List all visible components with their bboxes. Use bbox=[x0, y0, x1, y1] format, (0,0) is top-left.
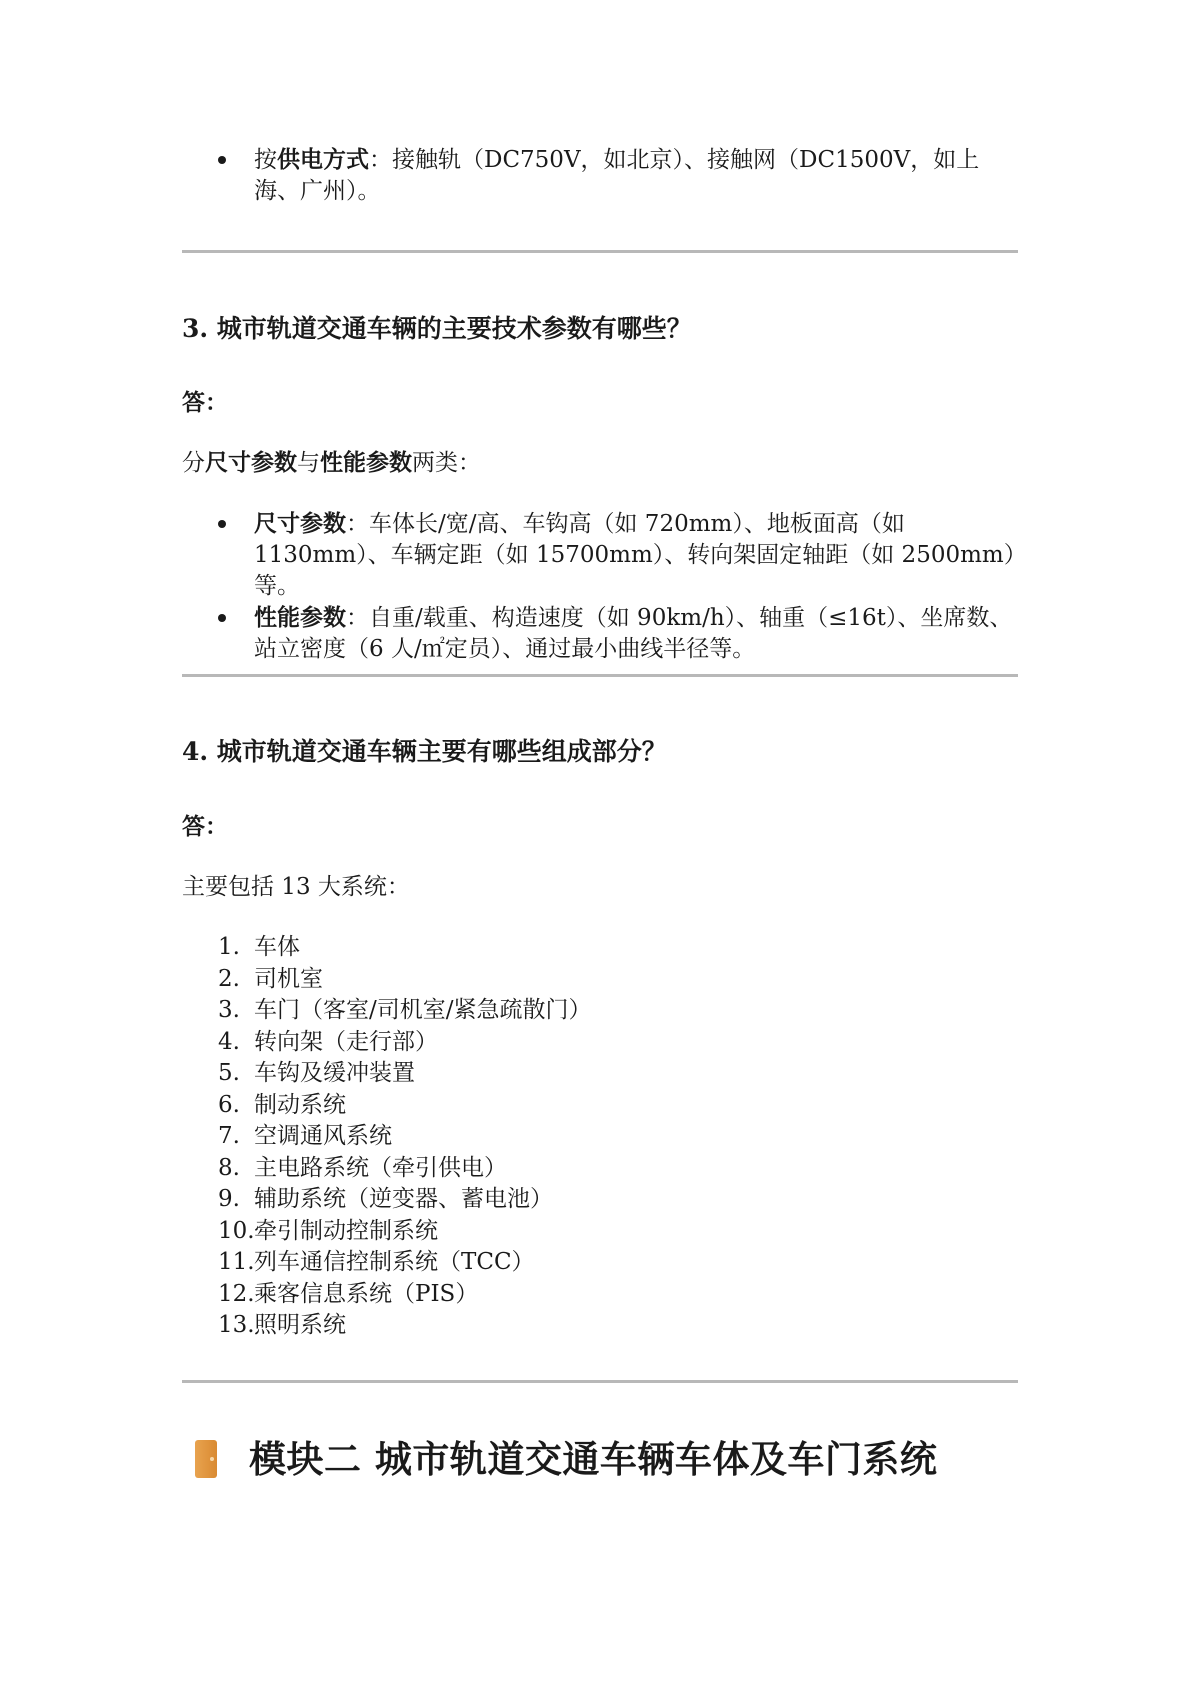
item-text: 主电路系统（牵引供电） bbox=[254, 1154, 507, 1181]
item-number: 3. bbox=[218, 997, 240, 1023]
item-number: 5. bbox=[218, 1060, 240, 1086]
supply-bullet-list bbox=[182, 144, 1022, 207]
list-item bbox=[182, 1090, 592, 1122]
item-number: 13. bbox=[218, 1312, 255, 1338]
item-text: 空调通风系统 bbox=[254, 1123, 392, 1149]
section-divider bbox=[182, 674, 1018, 677]
question-heading: 4. 城市轨道交通车辆主要有哪些组成部分？ bbox=[182, 737, 667, 766]
module-title: 模块二 城市轨道交通车辆车体及车门系统 bbox=[249, 1437, 938, 1481]
item-number: 11. bbox=[218, 1249, 255, 1275]
bullet-dot bbox=[218, 614, 226, 622]
book-icon bbox=[195, 1440, 217, 1478]
systems-list bbox=[182, 932, 592, 1342]
list-item bbox=[182, 1058, 592, 1090]
answer-intro: 主要包括 13 大系统： bbox=[182, 874, 410, 900]
question-heading: 3. 城市轨道交通车辆的主要技术参数有哪些？ bbox=[182, 314, 692, 343]
intro-bold: 尺寸参数 bbox=[205, 449, 297, 476]
bullet-text: ：接触轨（DC750V，如北京）、接触网（DC1500V，如上海、广州）。 bbox=[254, 147, 980, 204]
answer-label: 答： bbox=[182, 813, 228, 840]
list-item bbox=[182, 1247, 592, 1279]
list-item bbox=[182, 1153, 592, 1185]
bullet-text: ：车体长/宽/高、车钩高（如 720mm）、地板面高（如 1130mm）、车辆定距（如 15700mm）、转向架固定轴距（如 2500mm）等。 bbox=[254, 511, 1016, 599]
intro-text: 分 bbox=[182, 450, 205, 476]
item-number: 8. bbox=[218, 1154, 240, 1181]
list-item bbox=[182, 1216, 592, 1248]
parameters-bullet-block bbox=[182, 508, 1022, 665]
bullet-text: ：自重/载重、构造速度（如 90km/h）、轴重（≤16t）、坐席数、站立密度（6 人/㎡定员）、通过最小曲线半径等。 bbox=[254, 605, 1013, 662]
item-number: 4. bbox=[218, 1028, 240, 1055]
list-item bbox=[182, 144, 1022, 207]
item-text: 车门（客室/司机室/紧急疏散门） bbox=[254, 997, 592, 1023]
answer-label: 答： bbox=[182, 389, 228, 416]
item-text: 转向架（走行部） bbox=[254, 1028, 438, 1055]
list-item bbox=[182, 1310, 592, 1342]
item-number: 12. bbox=[218, 1280, 255, 1307]
bullet-dot bbox=[218, 156, 226, 164]
intro-bold: 性能参数 bbox=[320, 449, 412, 476]
bullet-bold-label: 尺寸参数 bbox=[254, 510, 346, 537]
item-number: 1. bbox=[218, 934, 240, 960]
bullet-dot bbox=[218, 520, 226, 528]
item-number: 7. bbox=[218, 1123, 240, 1149]
answer-intro bbox=[182, 448, 481, 478]
list-item bbox=[182, 508, 1022, 602]
item-text: 车钩及缓冲装置 bbox=[254, 1060, 415, 1086]
section-divider bbox=[182, 250, 1018, 253]
intro-text: 两类： bbox=[412, 450, 481, 476]
intro-text: 与 bbox=[297, 450, 320, 476]
list-item bbox=[182, 1121, 592, 1153]
item-text: 司机室 bbox=[254, 965, 323, 992]
bullet-bold-label: 供电方式 bbox=[277, 146, 369, 173]
supply-bullet-block bbox=[182, 144, 1022, 207]
item-text: 辅助系统（逆变器、蓄电池） bbox=[254, 1186, 553, 1212]
item-number: 10. bbox=[218, 1217, 255, 1244]
item-text: 列车通信控制系统（TCC） bbox=[254, 1249, 535, 1275]
item-text: 乘客信息系统（PIS） bbox=[254, 1280, 479, 1307]
list-item bbox=[182, 964, 592, 996]
list-item bbox=[182, 995, 592, 1027]
item-number: 9. bbox=[218, 1186, 240, 1212]
item-text: 照明系统 bbox=[254, 1312, 346, 1338]
item-text: 制动系统 bbox=[254, 1091, 346, 1118]
item-text: 车体 bbox=[254, 934, 300, 960]
parameters-bullet-list bbox=[182, 508, 1022, 665]
list-item bbox=[182, 932, 592, 964]
section-divider bbox=[182, 1380, 1018, 1383]
list-item bbox=[182, 1184, 592, 1216]
item-number: 2. bbox=[218, 965, 240, 992]
item-number: 6. bbox=[218, 1091, 240, 1118]
bullet-bold-label: 性能参数 bbox=[254, 604, 346, 631]
list-item bbox=[182, 1027, 592, 1059]
module-heading bbox=[195, 1432, 937, 1486]
bullet-prefix: 按 bbox=[254, 147, 277, 173]
list-item bbox=[182, 602, 1022, 665]
list-item bbox=[182, 1279, 592, 1311]
item-text: 牵引制动控制系统 bbox=[254, 1217, 438, 1244]
